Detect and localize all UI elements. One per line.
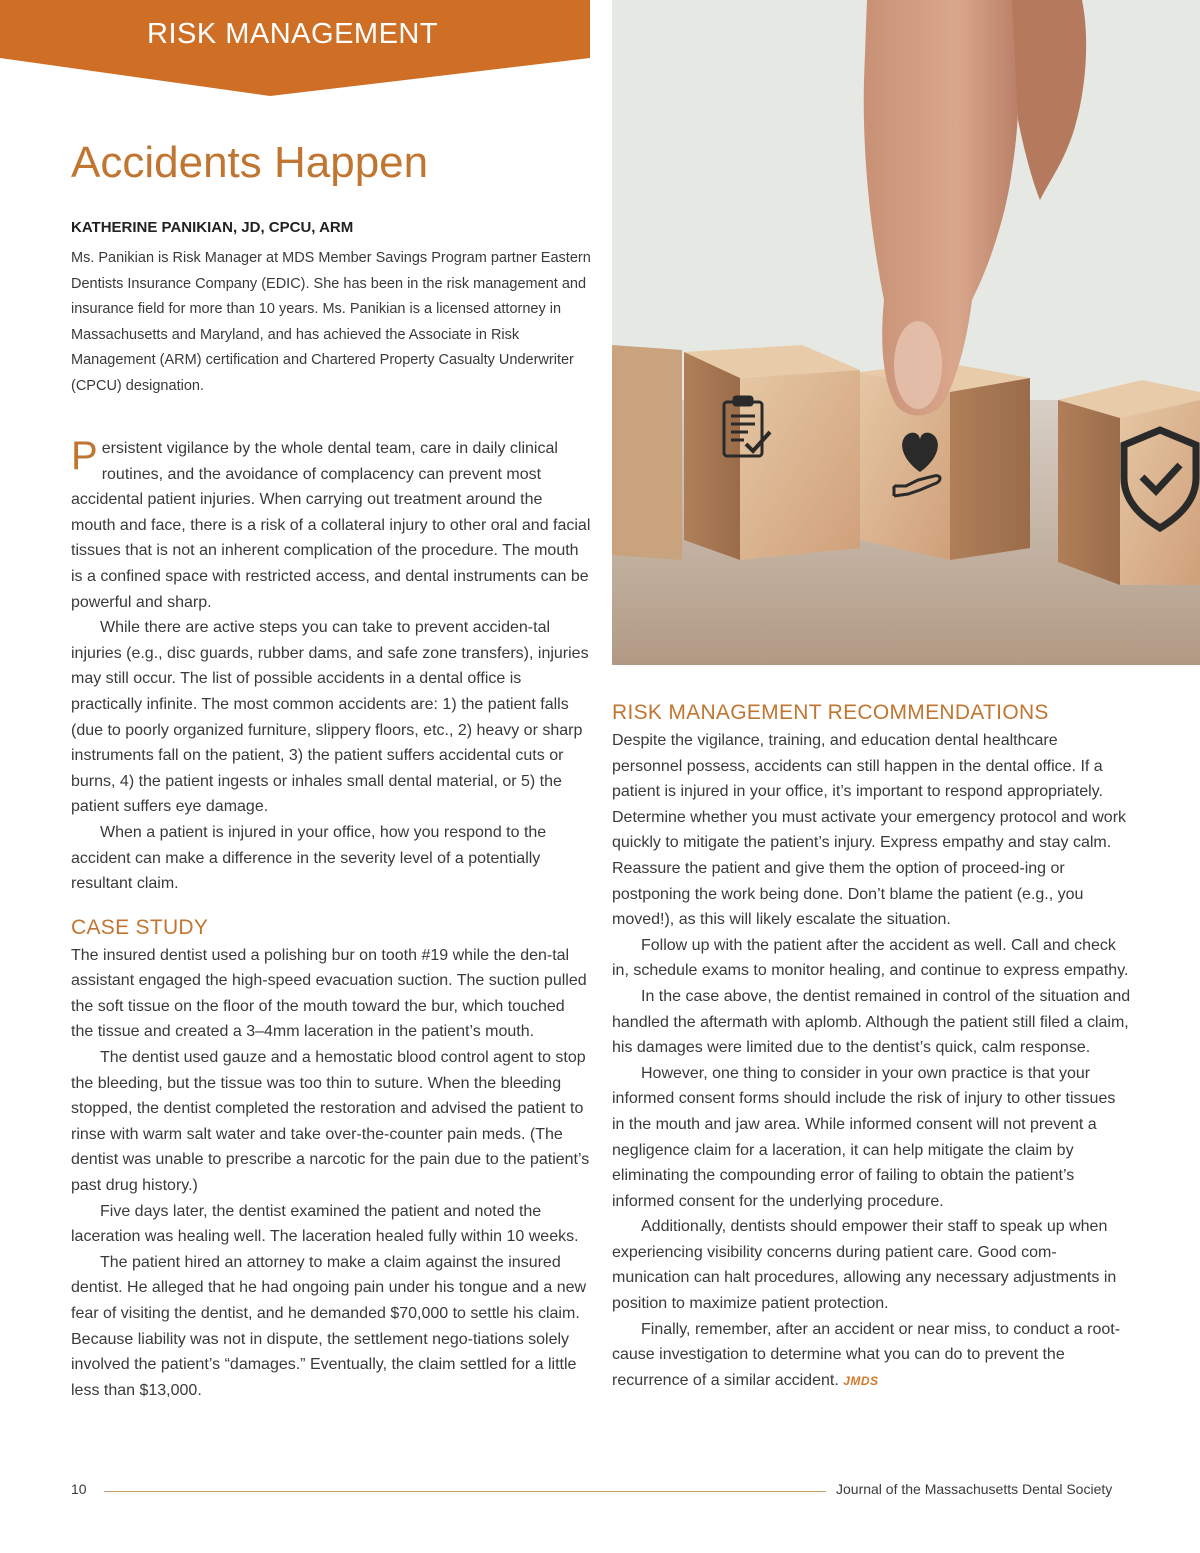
author-bio: Ms. Panikian is Risk Manager at MDS Member Savings Program partner Eastern Dentists Insurance Company (EDIC). She has been in the risk management and insurance field for more than 10 years. Ms. Panikian is a licensed attorney in Massachusetts and Maryland, and has achieved the Associate in Risk Management (ARM) certification and Chartered Property Casualty Underwriter (CPCU) designation. xyxy=(71,250,591,394)
jmds-end-mark: JMDS xyxy=(843,1373,879,1388)
intro-paragraph: Persistent vigilance by the whole dental team, care in daily clinical routines, and the avoidance of complacency can prevent most accidental patient injuries. When carrying out treatment around the mouth and face, there is a risk of a collateral injury to other oral and facial tissues that is not an inherent complication of the procedure. The mouth is a confined space with restricted access, and dental instruments can be powerful and sharp. xyxy=(71,434,591,611)
case-study-paragraph: Five days later, the dentist examined the patient and noted the laceration was healing well. The laceration healed fully within 10 weeks. xyxy=(71,1202,579,1246)
author-name: KATHERINE PANIKIAN, JD, CPCU, ARM xyxy=(71,219,354,236)
case-study-heading: CASE STUDY xyxy=(71,915,209,939)
footer-divider xyxy=(104,1491,826,1492)
recommendations-heading: RISK MANAGEMENT RECOMMENDATIONS xyxy=(612,701,1049,724)
page-number: 10 xyxy=(71,1481,87,1497)
journal-name: Journal of the Massachusetts Dental Society xyxy=(836,1481,1113,1497)
recommendations-paragraph: Additionally, dentists should empower their staff to speak up when experiencing visibility concerns during patient care. Good com-munication can halt procedures, allowing any necessary adjustments in position to maximize patient protection. xyxy=(612,1218,1117,1313)
section-label: RISK MANAGEMENT xyxy=(147,18,439,50)
left-partial-block xyxy=(612,345,682,560)
shield-block xyxy=(1058,380,1200,585)
case-study-paragraph: The insured dentist used a polishing bur on tooth #19 while the den-tal assistant engaged the high-speed evacuation suction. The suction pulled the soft tissue on the floor of the mouth toward the bur, which touched the tissue and created a 3–4mm laceration in the patient’s mouth. xyxy=(71,946,587,1041)
intro-paragraph: While there are active steps you can take to prevent acciden-tal injuries (e.g., disc guards, rubber dams, and safe zone transfers), injuries may still occur. The list of possible accidents in a dental office is practically infinite. The most common accidents are: 1) the patient falls (due to poorly organized furniture, slippery floors, etc., 2) heavy or sharp instruments fall on the patient, 3) the patient suffers accidental cuts or burns, 4) the patient ingests or inhales small dental material, or 5) the patient suffers eye damage. xyxy=(71,619,589,816)
clipboard-block xyxy=(684,345,860,560)
right-column xyxy=(612,698,1132,1394)
recommendations-paragraph: Finally, remember, after an accident or near miss, to conduct a root-cause investigation to determine what you can do to prevent the recurrence of a similar accident. JMDS xyxy=(612,1320,1121,1389)
recommendations-paragraph: However, one thing to consider in your own practice is that your informed consent forms should include the risk of injury to other tissues in the mouth and jaw area. While informed consent will not prevent a negligence claim for a laceration, it can help mitigate the claim by eliminating the compounding error of failing to obtain the patient’s informed consent for the underlying procedure. xyxy=(612,1064,1116,1210)
article-title: Accidents Happen xyxy=(71,138,429,187)
recommendations-paragraph: Follow up with the patient after the accident as well. Call and check in, schedule exams to monitor healing, and continue to express empathy. xyxy=(612,936,1129,980)
recommendations-paragraph: Despite the vigilance, training, and education dental healthcare personnel possess, accidents can still happen in the dental office. If a patient is injured in your office, it’s important to respond appropriately. Determine whether you must activate your emergency protocol and work quickly to mitigate the patient’s injury. Express empathy and stay calm. Reassure the patient and give them the option of proceed-ing or postponing the work being done. Don’t blame the patient (e.g., you moved!), as this will likely escalate the situation. xyxy=(612,732,1127,929)
case-study-paragraph: The dentist used gauze and a hemostatic blood control agent to stop the bleeding, but the tissue was too thin to suture. When the bleeding stopped, the dentist completed the restoration and advised the patient to rinse with warm salt water and take over-the-counter pain meds. (The dentist was unable to prescribe a narcotic for the pain due to the patient’s past drug history.) xyxy=(71,1049,590,1195)
intro-paragraph: When a patient is injured in your office, how you respond to the accident can make a difference in the severity level of a potentially resultant claim. xyxy=(71,823,547,893)
case-study-paragraph: The patient hired an attorney to make a claim against the insured dentist. He alleged that he had ongoing pain under his tongue and a new fear of visiting the dentist, and he demanded $70,000 to settle his claim. Because liability was not in dispute, the settlement nego-tiations solely involved the patient’s “damages.” Eventually, the claim settled for a little less than $13,000. xyxy=(71,1253,587,1399)
drop-cap: P xyxy=(71,434,98,478)
recommendations-paragraph: In the case above, the dentist remained in control of the situation and handled the aftermath with aplomb. Although the patient still filed a claim, his damages were limited due to the dentist’s quick, calm response. xyxy=(612,987,1131,1057)
blocks-photo xyxy=(612,0,1200,665)
left-column xyxy=(71,436,591,1403)
